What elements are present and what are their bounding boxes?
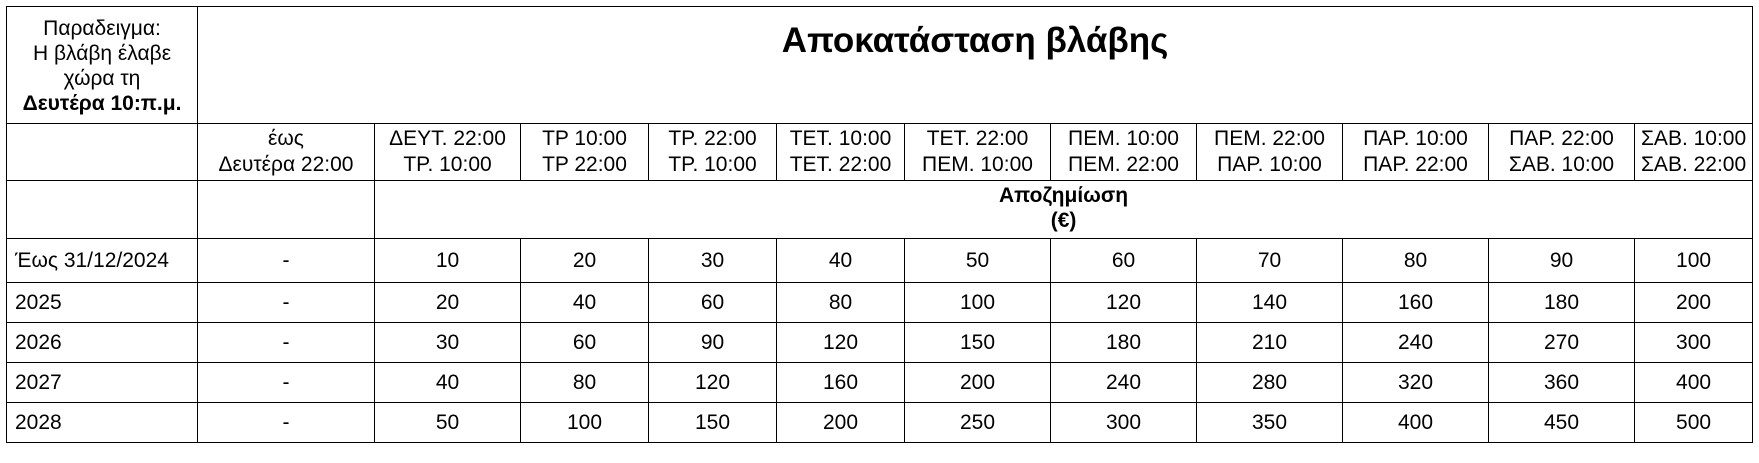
compensation-value: 80	[521, 363, 649, 403]
row-label: 2025	[7, 283, 198, 323]
compensation-value: 20	[375, 283, 521, 323]
period-from: ΤΡ 10:00	[542, 127, 627, 150]
first-period-line1: έως	[268, 127, 304, 150]
period-to: ΠΕΜ. 22:00	[1068, 153, 1179, 176]
compensation-value: 280	[1197, 363, 1343, 403]
compensation-value: 360	[1489, 363, 1635, 403]
compensation-value: 140	[1197, 283, 1343, 323]
compensation-value: 150	[905, 323, 1051, 363]
period-header	[1197, 124, 1343, 181]
compensation-value: 70	[1197, 239, 1343, 283]
table-row	[7, 283, 1753, 323]
period-header	[1051, 124, 1197, 181]
compensation-value: 180	[1051, 323, 1197, 363]
compensation-value: 400	[1343, 403, 1489, 443]
compensation-value: 320	[1343, 363, 1489, 403]
period-from: ΠΑΡ. 10:00	[1363, 127, 1468, 150]
compensation-value: 240	[1343, 323, 1489, 363]
compensation-value: 200	[1635, 283, 1753, 323]
period-from: ΤΡ. 22:00	[668, 127, 757, 150]
compensation-value: 400	[1635, 363, 1753, 403]
compensation-value: 300	[1635, 323, 1753, 363]
period-from: ΠΕΜ. 10:00	[1068, 127, 1179, 150]
compensation-value: 80	[777, 283, 905, 323]
compensation-value: 40	[777, 239, 905, 283]
period-to: ΤΡ. 10:00	[668, 153, 757, 176]
compensation-header-row	[7, 181, 1753, 239]
period-header	[777, 124, 905, 181]
example-note-line3: χώρα τη	[63, 67, 141, 90]
period-from: ΠΑΡ. 22:00	[1509, 127, 1614, 150]
compensation-value: 270	[1489, 323, 1635, 363]
compensation-value: 120	[649, 363, 777, 403]
period-to: ΤΡ. 10:00	[403, 153, 492, 176]
compensation-value: 500	[1635, 403, 1753, 443]
period-to: ΣΑΒ. 22:00	[1640, 153, 1747, 176]
period-from: ΠΕΜ. 22:00	[1214, 127, 1325, 150]
period-to: ΤΕΤ. 22:00	[789, 153, 892, 176]
compensation-value: 300	[1051, 403, 1197, 443]
compensation-value: 50	[905, 239, 1051, 283]
compensation-value: 120	[777, 323, 905, 363]
compensation-value: 200	[905, 363, 1051, 403]
compensation-unit: (€)	[1050, 209, 1077, 232]
row-label: Έως 31/12/2024	[7, 239, 198, 283]
compensation-value: 160	[777, 363, 905, 403]
first-period-value: -	[198, 363, 375, 403]
compensation-value: 240	[1051, 363, 1197, 403]
compensation-value: 350	[1197, 403, 1343, 443]
compensation-value: 40	[521, 283, 649, 323]
compensation-value: 120	[1051, 283, 1197, 323]
compensation-value: 210	[1197, 323, 1343, 363]
period-to: ΠΑΡ. 10:00	[1217, 153, 1322, 176]
period-to: ΠΕΜ. 10:00	[922, 153, 1033, 176]
compensation-value: 160	[1343, 283, 1489, 323]
compensation-table	[6, 6, 1753, 443]
row-label: 2027	[7, 363, 198, 403]
empty-header-cell	[7, 124, 198, 181]
empty-header-cell	[7, 181, 198, 239]
first-period-value: -	[198, 403, 375, 443]
compensation-value: 90	[1489, 239, 1635, 283]
compensation-value: 250	[905, 403, 1051, 443]
period-to: ΤΡ 22:00	[542, 153, 627, 176]
first-period-value: -	[198, 323, 375, 363]
example-note-line2: Η βλάβη έλαβε	[32, 42, 172, 65]
compensation-value: 200	[777, 403, 905, 443]
first-period-header	[198, 124, 375, 181]
period-header	[521, 124, 649, 181]
compensation-value: 40	[375, 363, 521, 403]
period-header	[649, 124, 777, 181]
period-to: ΠΑΡ. 22:00	[1363, 153, 1468, 176]
compensation-value: 180	[1489, 283, 1635, 323]
compensation-value: 10	[375, 239, 521, 283]
period-from: ΔΕΥΤ. 22:00	[389, 127, 506, 150]
compensation-value: 150	[649, 403, 777, 443]
compensation-value: 60	[521, 323, 649, 363]
example-note-line1: Παραδειγμα:	[43, 17, 161, 40]
table-title: Αποκατάσταση βλάβης	[198, 7, 1753, 124]
period-header	[1635, 124, 1753, 181]
compensation-value: 450	[1489, 403, 1635, 443]
compensation-value: 20	[521, 239, 649, 283]
first-period-value: -	[198, 239, 375, 283]
example-note-line4: Δευτέρα 10:π.μ.	[22, 92, 182, 115]
period-header	[1343, 124, 1489, 181]
table-row	[7, 363, 1753, 403]
compensation-value: 100	[905, 283, 1051, 323]
period-header	[375, 124, 521, 181]
row-label: 2028	[7, 403, 198, 443]
period-header-row	[7, 124, 1753, 181]
period-to: ΣΑΒ. 10:00	[1508, 153, 1615, 176]
compensation-value: 60	[1051, 239, 1197, 283]
first-period-value: -	[198, 283, 375, 323]
period-header	[905, 124, 1051, 181]
table-row	[7, 239, 1753, 283]
table-row	[7, 323, 1753, 363]
table-row	[7, 403, 1753, 443]
compensation-value: 100	[521, 403, 649, 443]
compensation-value: 100	[1635, 239, 1753, 283]
example-note-cell	[7, 7, 198, 124]
compensation-value: 30	[375, 323, 521, 363]
empty-header-cell	[198, 181, 375, 239]
title-row	[7, 7, 1753, 124]
row-label: 2026	[7, 323, 198, 363]
compensation-label: Αποζημίωση	[999, 184, 1129, 207]
period-from: ΤΕΤ. 10:00	[789, 127, 892, 150]
period-header	[1489, 124, 1635, 181]
period-from: ΤΕΤ. 22:00	[926, 127, 1029, 150]
compensation-header	[375, 181, 1753, 239]
compensation-value: 60	[649, 283, 777, 323]
compensation-value: 50	[375, 403, 521, 443]
compensation-value: 80	[1343, 239, 1489, 283]
period-from: ΣΑΒ. 10:00	[1640, 127, 1747, 150]
first-period-line2: Δευτέρα 22:00	[218, 153, 354, 176]
compensation-value: 90	[649, 323, 777, 363]
compensation-value: 30	[649, 239, 777, 283]
